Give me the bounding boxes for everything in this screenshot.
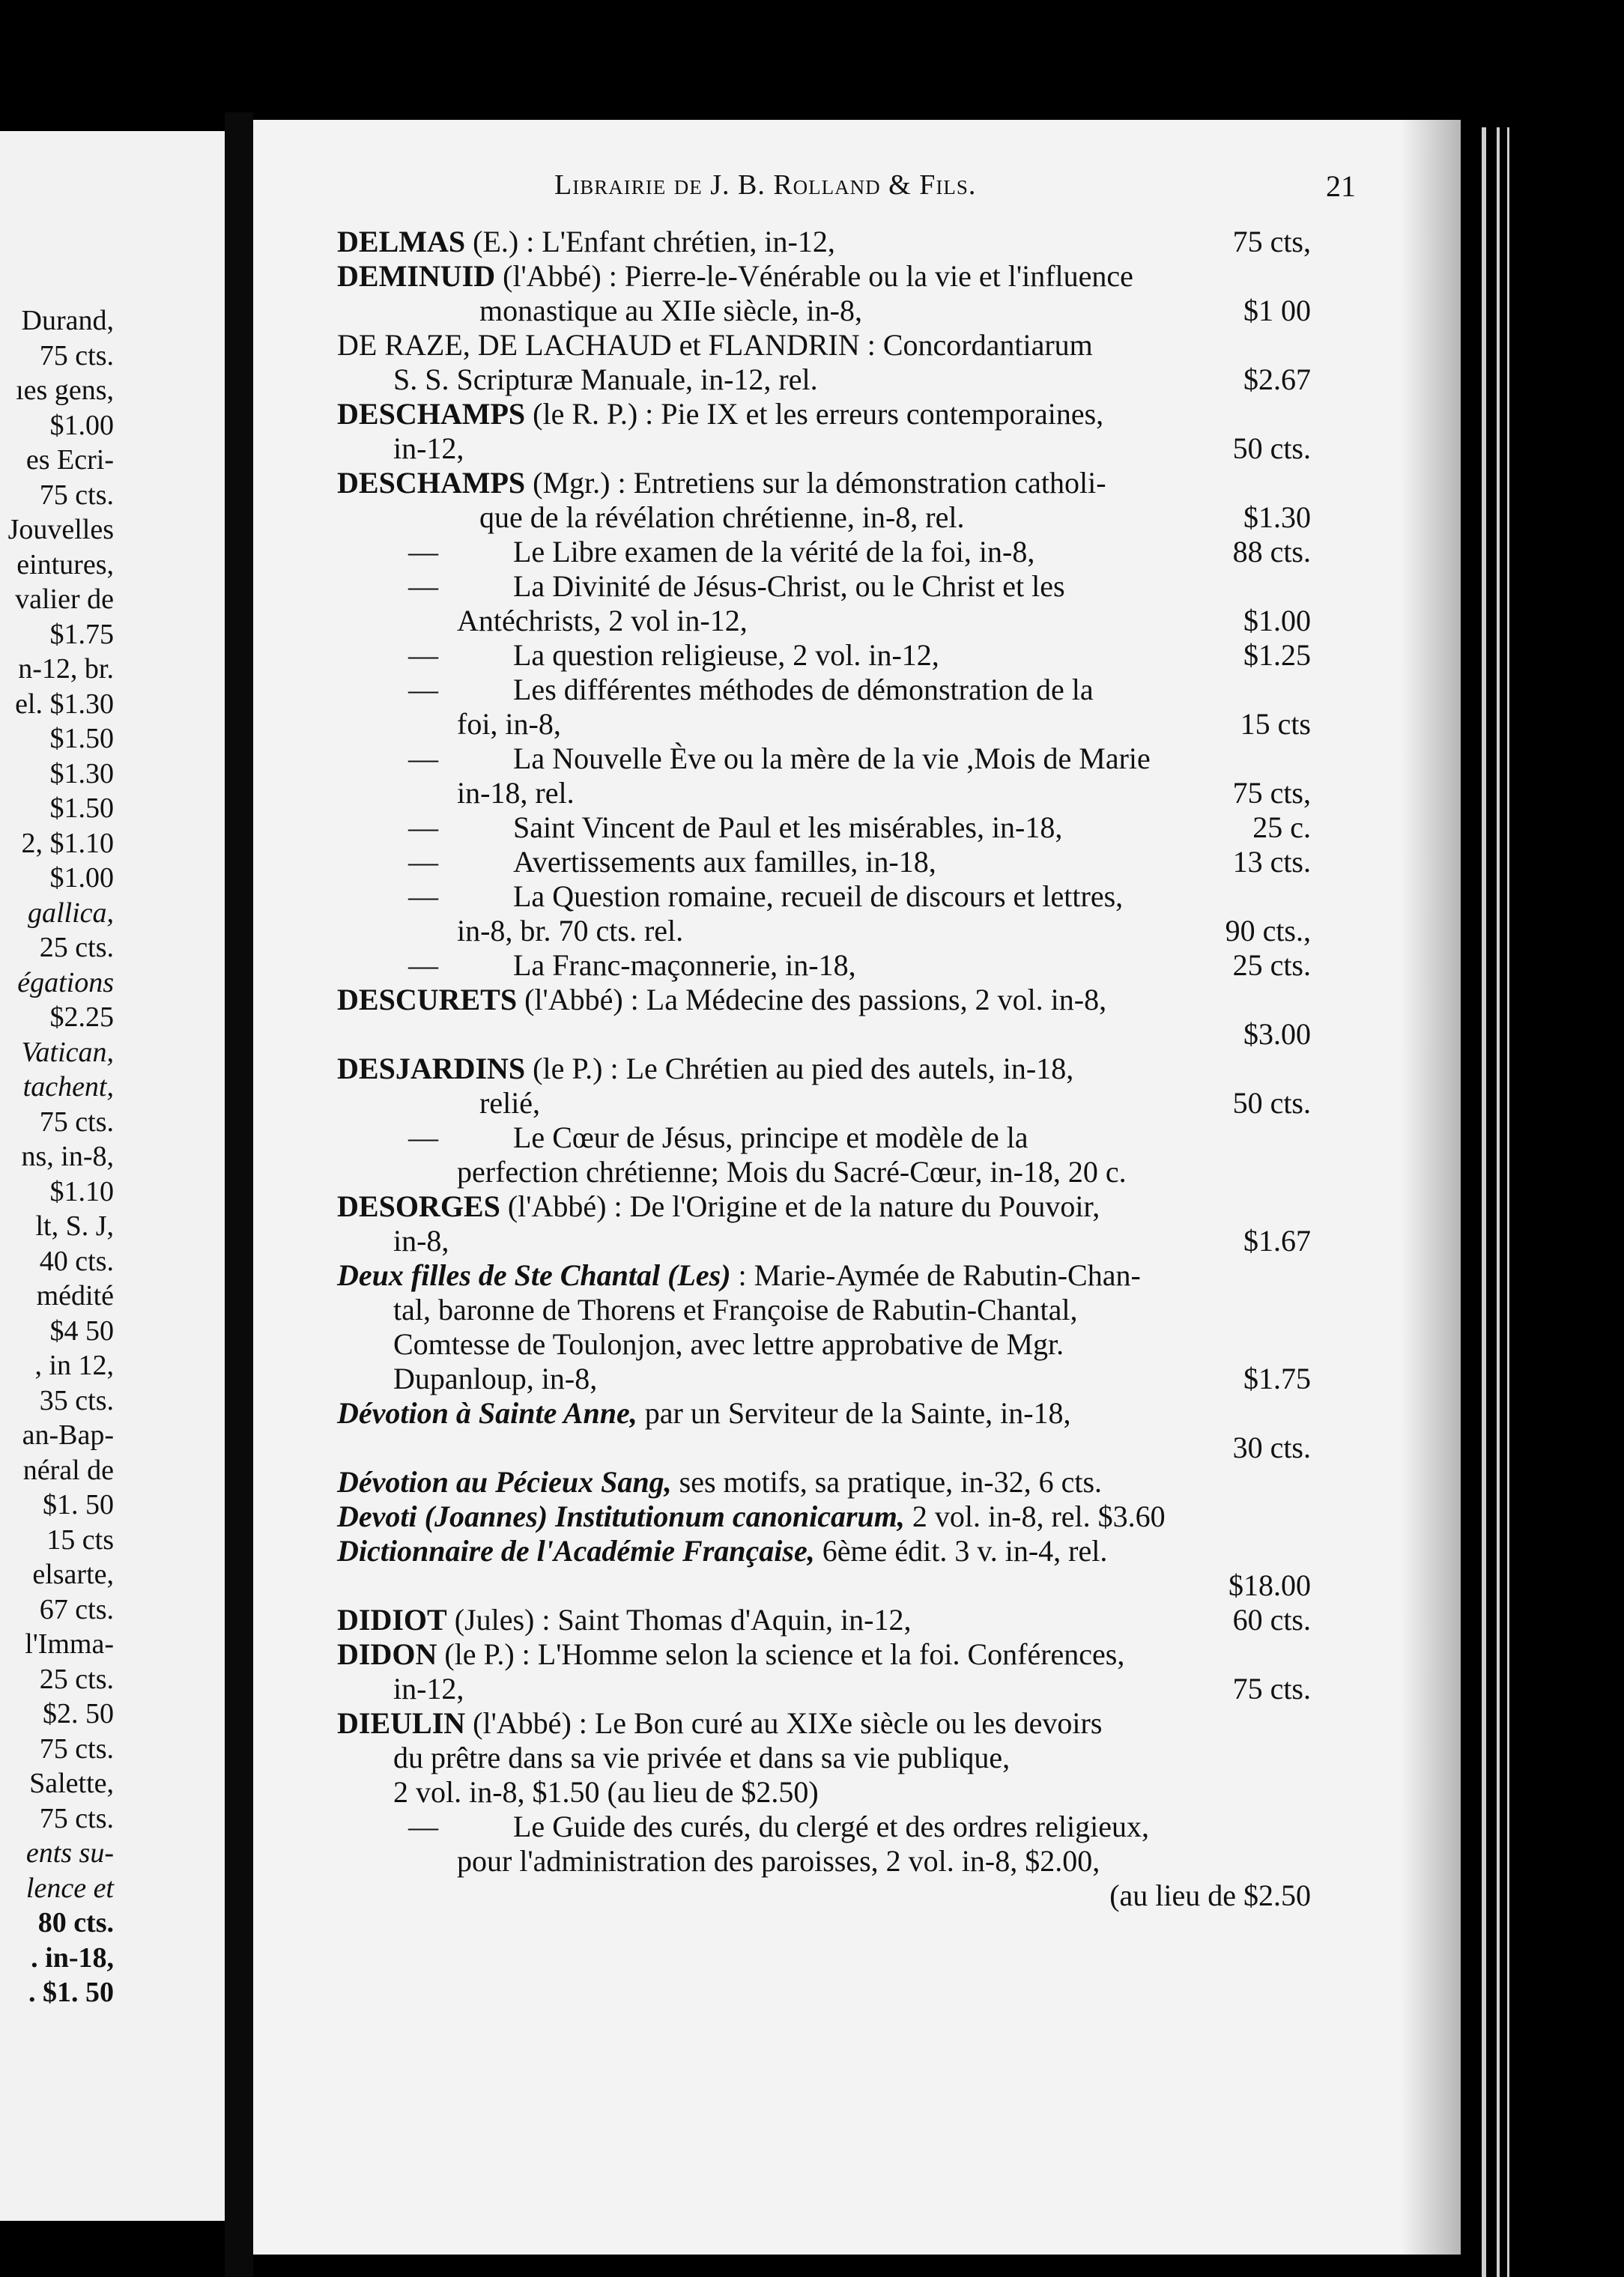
previous-page-line: 75 cts.	[39, 1732, 114, 1765]
entry-line	[337, 1672, 1311, 1706]
entry-text: La question religieuse, 2 vol. in-12,	[513, 638, 939, 672]
entry-line	[337, 1155, 1311, 1189]
catalog-sub-entry	[337, 742, 1311, 810]
entry-text: in-12,	[393, 431, 464, 465]
previous-page-line: $1.50	[49, 723, 114, 754]
previous-page-line: ents su-	[25, 1837, 114, 1869]
entry-line	[337, 1431, 1311, 1465]
entry-text: in-12,	[393, 1672, 464, 1706]
entry-text: DIDIOT (Jules) : Saint Thomas d'Aquin, in-12,	[337, 1603, 912, 1637]
previous-page-line: . $1. 50	[28, 1977, 114, 2008]
catalog-entry	[337, 1706, 1311, 1810]
entry-price: 13 cts.	[1232, 845, 1311, 879]
catalog-sub-entry	[337, 535, 1311, 569]
previous-page-line: 15 cts	[46, 1523, 114, 1556]
previous-page-line: 35 cts.	[39, 1384, 114, 1416]
entry-line	[337, 604, 1311, 638]
previous-page-line: 75 cts.	[39, 1802, 114, 1834]
catalog-sub-entry	[337, 1121, 1311, 1189]
entry-line	[337, 638, 1311, 673]
entry-line	[337, 1224, 1311, 1258]
entry-text: DE RAZE, DE LACHAUD et FLANDRIN : Concordantiarum	[337, 328, 1093, 362]
previous-page-line: 75 cts.	[39, 339, 114, 372]
ditto-dash: —	[408, 879, 438, 913]
entry-price: 75 cts,	[1232, 225, 1311, 258]
entry-line	[337, 1603, 1311, 1637]
entry-line	[337, 1844, 1311, 1879]
previous-page-line: Jouvelles	[7, 514, 114, 545]
ditto-dash: —	[408, 535, 438, 569]
entry-text: Les différentes méthodes de démonstration de la	[513, 673, 1094, 706]
ditto-dash: —	[408, 810, 438, 844]
entry-line	[337, 1362, 1311, 1396]
entry-line	[337, 1706, 1311, 1741]
previous-page-line: l'Imma-	[25, 1628, 114, 1660]
entry-text: DIDON (le P.) : L'Homme selon la science et la foi. Conférences,	[337, 1637, 1125, 1671]
ditto-dash: —	[408, 948, 438, 982]
entry-text: perfection chrétienne; Mois du Sacré-Cœur, in-18, 20 c.	[457, 1155, 1127, 1189]
entry-line	[337, 845, 1311, 879]
catalog-entry	[337, 1189, 1311, 1258]
entry-line	[337, 294, 1311, 328]
page-title: Librairie de J. B. Rolland & Fils.	[554, 169, 977, 201]
entry-line	[337, 363, 1311, 397]
entry-line	[337, 1396, 1311, 1431]
entry-text: Dupanloup, in-8,	[393, 1362, 598, 1395]
previous-page-line: 67 cts.	[39, 1593, 114, 1625]
entry-price: $3.00	[1243, 1017, 1311, 1051]
entry-text: Comtesse de Toulonjon, avec lettre approbative de Mgr.	[393, 1327, 1064, 1361]
ditto-dash: —	[408, 1810, 438, 1843]
book-gutter	[225, 112, 253, 2277]
previous-page-line: 80 cts.	[37, 1907, 114, 1938]
page-number: 21	[1326, 169, 1356, 203]
previous-page-line: valier de	[15, 583, 114, 615]
edge-stripe	[1507, 127, 1509, 2277]
previous-page-line: $1.00	[49, 409, 114, 441]
previous-page-text	[0, 303, 114, 2010]
entry-text: foi, in-8,	[457, 707, 561, 741]
entry-price: $1 00	[1243, 294, 1311, 327]
entry-text: Le Cœur de Jésus, principe et modèle de la	[513, 1121, 1028, 1154]
previous-page-line: Durand,	[21, 305, 114, 336]
entry-text: La Nouvelle Ève ou la mère de la vie ,Mois de Marie	[513, 742, 1151, 775]
catalog-sub-entry	[337, 948, 1311, 983]
ditto-dash: —	[408, 673, 438, 706]
entry-line	[337, 225, 1311, 259]
entry-line	[337, 673, 1311, 707]
entry-text: pour l'administration des paroisses, 2 vol. in-8, $2.00,	[457, 1844, 1100, 1878]
entry-text: DELMAS (E.) : L'Enfant chrétien, in-12,	[337, 225, 835, 258]
previous-page-line: $1.10	[49, 1175, 114, 1207]
entry-line	[337, 1775, 1311, 1810]
previous-page-line: $2. 50	[43, 1698, 114, 1729]
catalog-entry	[337, 259, 1311, 328]
entry-line	[337, 1017, 1311, 1052]
entry-line	[337, 431, 1311, 466]
entry-price: 88 cts.	[1232, 535, 1311, 569]
entry-line	[337, 1258, 1311, 1293]
entry-price: 75 cts,	[1232, 776, 1311, 810]
entry-text: La Franc-maçonnerie, in-18,	[513, 948, 856, 982]
previous-page-line: 25 cts.	[39, 932, 114, 963]
entry-price: 30 cts.	[1232, 1431, 1311, 1464]
previous-page-line: 75 cts.	[39, 479, 114, 511]
catalog-sub-entry	[337, 810, 1311, 845]
entry-text: DESORGES (l'Abbé) : De l'Origine et de la nature du Pouvoir,	[337, 1189, 1100, 1223]
previous-page-line: lence et	[25, 1872, 114, 1904]
entry-line	[337, 742, 1311, 776]
entry-text: in-8,	[393, 1224, 449, 1258]
entry-price: $1.00	[1243, 604, 1311, 637]
catalog-entry	[337, 328, 1311, 397]
previous-page-line: $1.00	[49, 862, 114, 894]
previous-page-line: lt, S. J,	[35, 1210, 114, 1242]
catalog-sub-entry	[337, 673, 1311, 742]
entry-text: in-8, br. 70 cts. rel.	[457, 914, 684, 948]
entry-price: $18.00	[1228, 1568, 1311, 1602]
catalog-entry	[337, 1465, 1311, 1500]
entry-line	[337, 983, 1311, 1017]
catalog-entry	[337, 1396, 1311, 1465]
entry-text: tal, baronne de Thorens et Françoise de Rabutin-Chantal,	[393, 1293, 1078, 1327]
ditto-dash: —	[408, 845, 438, 879]
entry-line	[337, 1637, 1311, 1672]
entry-text: 2 vol. in-8, $1.50 (au lieu de $2.50)	[393, 1775, 819, 1809]
previous-page-line: ıes gens,	[16, 375, 114, 406]
entry-line	[337, 466, 1311, 500]
previous-page-line: eintures,	[16, 548, 114, 580]
entry-text: DIEULIN (l'Abbé) : Le Bon curé au XIXe siècle ou les devoirs	[337, 1706, 1103, 1740]
entry-line	[337, 707, 1311, 742]
entry-line	[337, 1465, 1311, 1500]
catalog-entry	[337, 466, 1311, 535]
catalog-entry	[337, 1637, 1311, 1706]
entry-line	[337, 1500, 1311, 1534]
catalog-entry	[337, 983, 1311, 1052]
entry-text: Saint Vincent de Paul et les misérables, in-18,	[513, 810, 1063, 844]
entry-text: La Divinité de Jésus-Christ, ou le Christ et les	[513, 569, 1065, 603]
entry-text: Antéchrists, 2 vol in-12,	[457, 604, 748, 637]
page-shadow	[1401, 120, 1461, 2255]
entry-price: 50 cts.	[1232, 1086, 1311, 1120]
previous-page-line: , in 12,	[34, 1350, 114, 1381]
entry-line	[337, 569, 1311, 604]
entry-text: S. S. Scripturæ Manuale, in-12, rel.	[393, 363, 818, 396]
entry-text: DESCURETS (l'Abbé) : La Médecine des passions, 2 vol. in-8,	[337, 983, 1107, 1016]
ditto-dash: —	[408, 742, 438, 775]
previous-page-line: $1.30	[49, 757, 114, 789]
catalog-entry	[337, 1534, 1311, 1603]
entry-text: monastique au XIIe siècle, in-8,	[479, 294, 862, 327]
entry-line	[337, 1879, 1311, 1913]
previous-page-line: n-12, br.	[18, 653, 114, 685]
previous-page-line: médité	[36, 1280, 114, 1312]
catalog-sub-entry	[337, 879, 1311, 948]
entry-text: Avertissements aux familles, in-18,	[513, 845, 936, 879]
entry-line	[337, 1121, 1311, 1155]
previous-page-line: $1.75	[49, 618, 114, 650]
previous-page-line: elsarte,	[32, 1559, 114, 1590]
edge-stripe	[1482, 127, 1486, 2277]
entry-line	[337, 810, 1311, 845]
entry-line	[337, 879, 1311, 914]
entry-line	[337, 1534, 1311, 1568]
edge-stripe	[1497, 127, 1500, 2277]
catalog-sub-entry	[337, 1810, 1311, 1913]
entry-text: que de la révélation chrétienne, in-8, rel.	[479, 500, 965, 534]
previous-page-line: 40 cts.	[39, 1245, 114, 1277]
entry-price: 25 cts.	[1232, 948, 1311, 982]
entry-price: $1.30	[1243, 500, 1311, 534]
entry-line	[337, 1189, 1311, 1224]
entry-price: 60 cts.	[1232, 1603, 1311, 1637]
catalog-sub-entry	[337, 569, 1311, 638]
previous-page-line: $1. 50	[43, 1489, 114, 1520]
entry-line	[337, 259, 1311, 294]
catalog-entry	[337, 1603, 1311, 1637]
entry-price: $1.75	[1243, 1362, 1311, 1395]
previous-page-line: . in-18,	[31, 1941, 114, 1974]
ditto-dash: —	[408, 569, 438, 603]
previous-page-line: ns, in-8,	[21, 1141, 114, 1172]
previous-page-line: $1.50	[49, 792, 114, 824]
entry-text: relié,	[479, 1086, 541, 1120]
previous-page-line: tachent,	[22, 1071, 114, 1103]
entry-line	[337, 535, 1311, 569]
entry-text: DESCHAMPS (Mgr.) : Entretiens sur la démonstration catholi-	[337, 466, 1106, 500]
ditto-dash: —	[408, 638, 438, 672]
previous-page-line: néral de	[22, 1454, 114, 1486]
entry-text: du prêtre dans sa vie privée et dans sa vie publique,	[393, 1741, 1011, 1774]
entry-text: Deux filles de Ste Chantal (Les) : Marie-Aymée de Rabutin-Chan-	[337, 1258, 1141, 1292]
entry-text: DESCHAMPS (le R. P.) : Pie IX et les erreurs contemporaines,	[337, 397, 1104, 431]
previous-page-line: 2, $1.10	[21, 827, 114, 859]
catalog-entry	[337, 1500, 1311, 1534]
entry-line	[337, 397, 1311, 431]
catalog-entry	[337, 397, 1311, 466]
entry-price: 50 cts.	[1232, 431, 1311, 465]
entry-text: Dévotion à Sainte Anne, par un Serviteur de la Sainte, in-18,	[337, 1396, 1071, 1430]
ditto-dash: —	[408, 1121, 438, 1154]
entry-line	[337, 328, 1311, 363]
entry-line	[337, 1810, 1311, 1844]
entry-text: in-18, rel.	[457, 776, 575, 810]
entry-price: 90 cts.,	[1225, 914, 1311, 948]
entry-text: Dévotion au Pécieux Sang, ses motifs, sa pratique, in-32, 6 cts.	[337, 1465, 1103, 1499]
previous-page-line: gallica,	[27, 897, 114, 929]
entry-text: DESJARDINS (le P.) : Le Chrétien au pied des autels, in-18,	[337, 1052, 1074, 1085]
entry-line	[337, 776, 1311, 810]
catalog-entries	[337, 225, 1311, 1913]
entry-price: 25 c.	[1252, 810, 1311, 844]
previous-page-line: $4 50	[49, 1315, 114, 1347]
previous-page-line: el. $1.30	[15, 688, 114, 720]
previous-page-line: es Ecri-	[25, 444, 114, 476]
previous-page-line: $2.25	[49, 1001, 114, 1033]
entry-line	[337, 1741, 1311, 1775]
entry-text: Devoti (Joannes) Institutionum canonicarum, 2 vol. in-8, rel. $3.60	[337, 1500, 1166, 1533]
entry-price: $1.67	[1243, 1224, 1311, 1258]
catalog-entry	[337, 1258, 1311, 1396]
page-header	[554, 169, 1356, 213]
catalog-entry	[337, 225, 1311, 259]
entry-price: 15 cts	[1240, 707, 1311, 741]
previous-page	[0, 131, 225, 2221]
catalog-entry	[337, 1052, 1311, 1121]
entry-line	[337, 1568, 1311, 1603]
entry-line	[337, 500, 1311, 535]
previous-page-line: an-Bap-	[22, 1419, 114, 1451]
entry-text: Le Guide des curés, du clergé et des ordres religieux,	[513, 1810, 1149, 1843]
previous-page-line: Salette,	[29, 1768, 114, 1799]
entry-text: Le Libre examen de la vérité de la foi, in-8,	[513, 535, 1035, 569]
entry-text: Dictionnaire de l'Académie Française, 6ème édit. 3 v. in-4, rel.	[337, 1534, 1108, 1568]
entry-line	[337, 914, 1311, 948]
entry-text: La Question romaine, recueil de discours et lettres,	[513, 879, 1124, 913]
catalog-sub-entry	[337, 638, 1311, 673]
book-edge	[1461, 127, 1624, 2277]
entry-price: $1.25	[1243, 638, 1311, 672]
entry-text: DEMINUID (l'Abbé) : Pierre-le-Vénérable ou la vie et l'influence	[337, 259, 1133, 293]
entry-price: $2.67	[1243, 363, 1311, 396]
previous-page-line: 25 cts.	[39, 1663, 114, 1695]
catalog-sub-entry	[337, 845, 1311, 879]
previous-page-line: Vatican,	[21, 1036, 114, 1068]
entry-price: (au lieu de $2.50	[1109, 1879, 1311, 1912]
entry-line	[337, 948, 1311, 983]
entry-line	[337, 1052, 1311, 1086]
previous-page-line: 75 cts.	[39, 1106, 114, 1138]
entry-line	[337, 1327, 1311, 1362]
entry-price: 75 cts.	[1232, 1672, 1311, 1706]
previous-page-line: égations	[17, 966, 114, 998]
entry-line	[337, 1086, 1311, 1121]
entry-line	[337, 1293, 1311, 1327]
